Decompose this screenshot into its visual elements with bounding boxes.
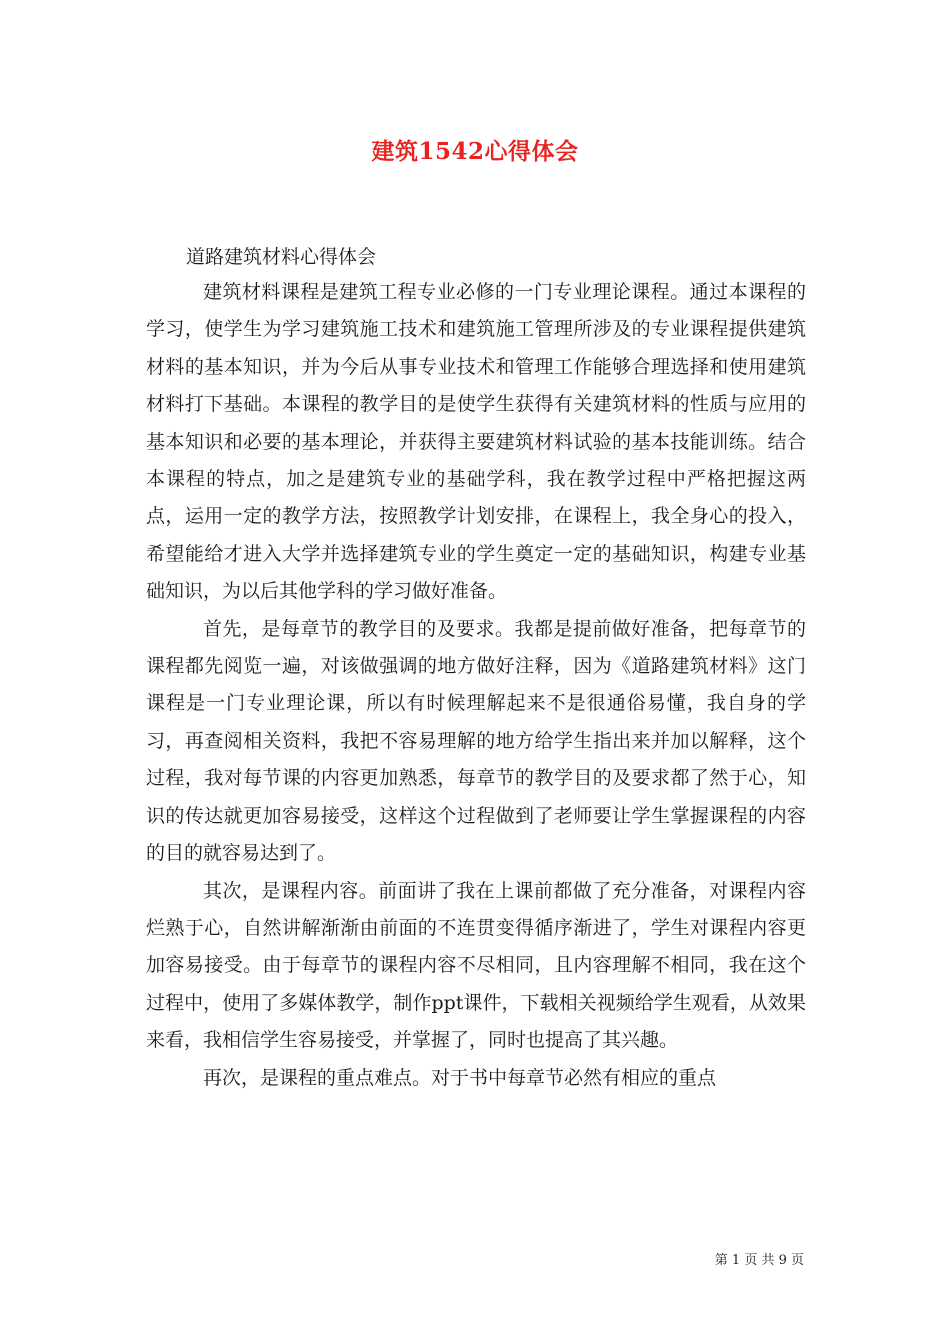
paragraph: 首先，是每章节的教学目的及要求。我都是提前做好准备，把每章节的课程都先阅览一遍，对该做强调的地方做好注释，因为《道路建筑材料》这门课程是一门专业理论课，所以有时候理解起来不是很通俗易懂，我自身的学习，再查阅相关资料，我把不容易理解的地方给学生指出来并加以解释，这个过程，我对每节课的内容更加熟悉，每章节的教学目的及要求都了然于心，知识的传达就更加容易接受，这样这个过程做到了老师要让学生掌握课程的内容的目的就容易达到了。 <box>146 617 806 865</box>
document-title: 建筑1542心得体会 <box>371 138 579 165</box>
paragraph: 建筑材料课程是建筑工程专业必修的一门专业理论课程。通过本课程的学习，使学生为学习建筑施工技术和建筑施工管理所涉及的专业课程提供建筑材料的基本知识，并为今后从事专业技术和管理工作能够合理选择和使用建筑材料打下基础。本课程的教学目的是使学生获得有关建筑材料的性质与应用的基本知识和必要的基本理论，并获得主要建筑材料试验的基本技能训练。结合本课程的特点，加之是建筑专业的基础学科，我在教学过程中严格把握这两点，运用一定的教学方法，按照教学计划安排，在课程上，我全身心的投入，希望能给才进入大学并选择建筑专业的学生奠定一定的基础知识，构建专业基础知识，为以后其他学科的学习做好准备。 <box>146 281 806 603</box>
paragraph: 其次，是课程内容。前面讲了我在上课前都做了充分准备，对课程内容烂熟于心，自然讲解渐渐由前面的不连贯变得循序渐进了，学生对课程内容更加容易接受。由于每章节的课程内容不尽相同，且内容理解不相同，我在这个过程中，使用了多媒体教学，制作ppt课件，下载相关视频给学生观看，从效果来看，我相信学生容易接受，并掌握了，同时也提高了其兴趣。 <box>146 879 806 1052</box>
document-body <box>146 240 806 1097</box>
paragraph: 再次，是课程的重点难点。对于书中每章节必然有相应的重点 <box>203 1066 717 1089</box>
document-subheading: 道路建筑材料心得体会 <box>186 246 377 268</box>
page-number: 第 1 页 共 9 页 <box>714 1253 804 1268</box>
